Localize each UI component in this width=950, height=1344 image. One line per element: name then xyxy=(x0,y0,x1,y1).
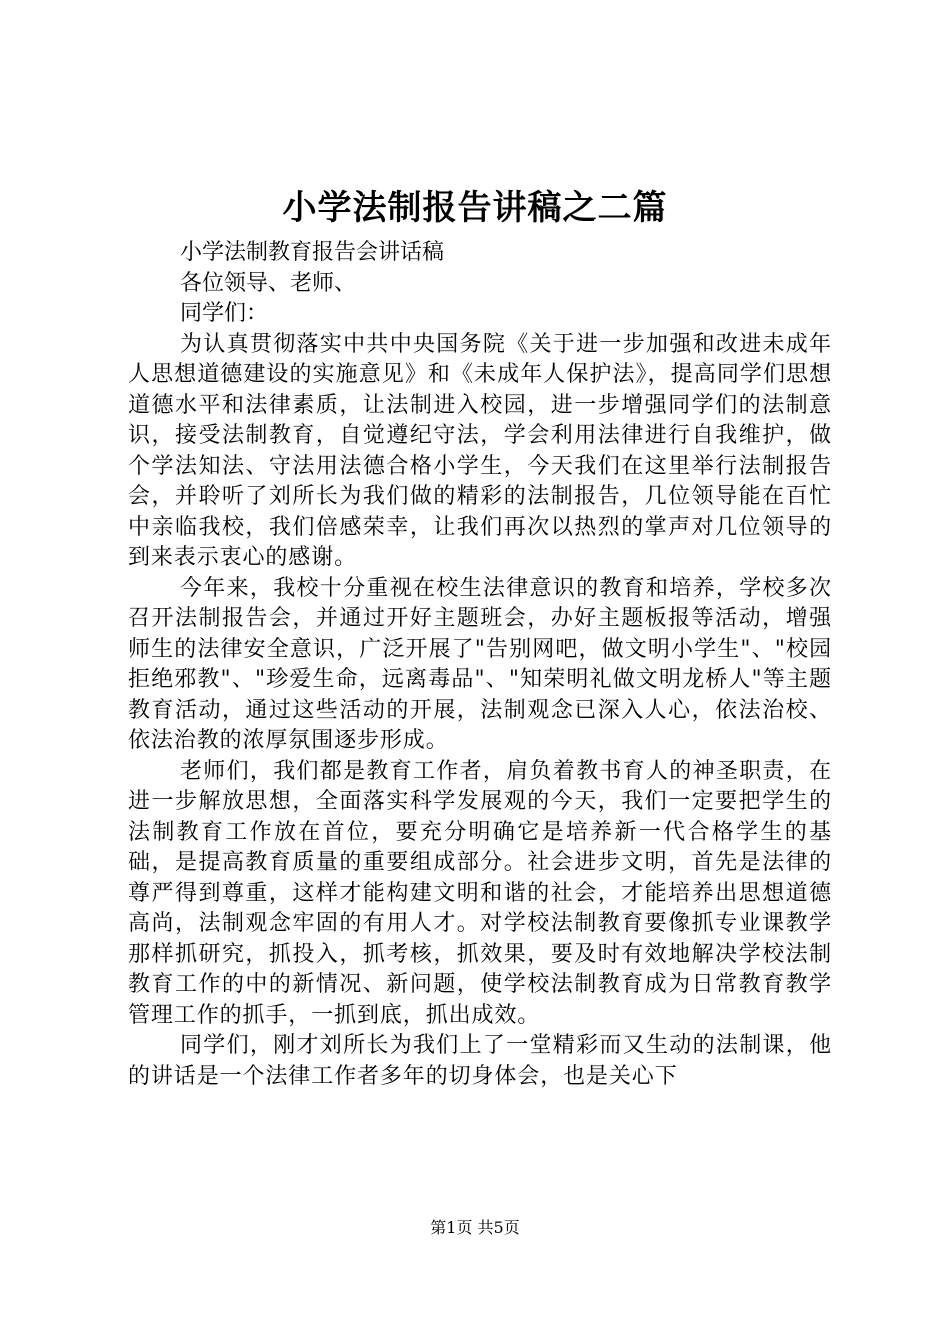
salutation-line-1: 各位领导、老师、 xyxy=(180,270,357,296)
salutation-line-2: 同学们： xyxy=(180,301,269,326)
paragraph-3: 老师们，我们都是教育工作者，肩负着教书育人的神圣职责，在进一步解放思想，全面落实科学发展观的今天，我们一定要把学生的法制教育工作放在首位，要充分明确它是培养新一代合格学生的基础，是提高教育质量的重要组成部分。社会进步文明，首先是法律的尊严得到尊重，这样才能构建文明和谐的社会，才能培养出思想道德高尚，法制观念牢固的有用人才。对学校法制教育要像抓专业课教学那样抓研究，抓投入，抓考核，抓效果，要及时有效地解决学校法制教育工作的中的新情况、新问题，使学校法制教育成为日常教育教学管理工作的抓手，一抓到底，抓出成效。 xyxy=(128,758,832,1028)
speech-subtitle: 小学法制教育报告会讲话稿 xyxy=(180,240,445,265)
document-body xyxy=(128,238,832,1092)
page-number-footer: 第1页 共5页 xyxy=(430,1218,520,1237)
paragraph-1: 为认真贯彻落实中共中央国务院《关于进一步加强和改进未成年人思想道德建设的实施意见》和《未成年人保护法》，提高同学们思想道德水平和法律素质，让法制进入校园，进一步增强同学们的法制意识，接受法制教育，自觉遵纪守法，学会利用法律进行自我维护，做个学法知法、守法用法德合格小学生，今天我们在这里举行法制报告会，并聆听了刘所长为我们做的精彩的法制报告，几位领导能在百忙中亲临我校，我们倍感荣幸，让我们再次以热烈的掌声对几位领导的到来表示衷心的感谢。 xyxy=(128,331,832,570)
paragraph-4: 同学们，刚才刘所长为我们上了一堂精彩而又生动的法制课，他的讲话是一个法律工作者多年的切身体会，也是关心下 xyxy=(128,1033,832,1089)
paragraph-2: 今年来，我校十分重视在校生法律意识的教育和培养，学校多次召开法制报告会，并通过开好主题班会，办好主题板报等活动，增强师生的法律安全意识，广泛开展了"告别网吧，做文明小学生"、"校园拒绝邪教"、"珍爱生命，远离毒品"、"知荣明礼做文明龙桥人"等主题教育活动，通过这些活动的开展，法制观念已深入人心，依法治校、依法治教的浓厚氛围逐步形成。 xyxy=(128,575,832,753)
document-title: 小学法制报告讲稿之二篇 xyxy=(282,188,668,228)
